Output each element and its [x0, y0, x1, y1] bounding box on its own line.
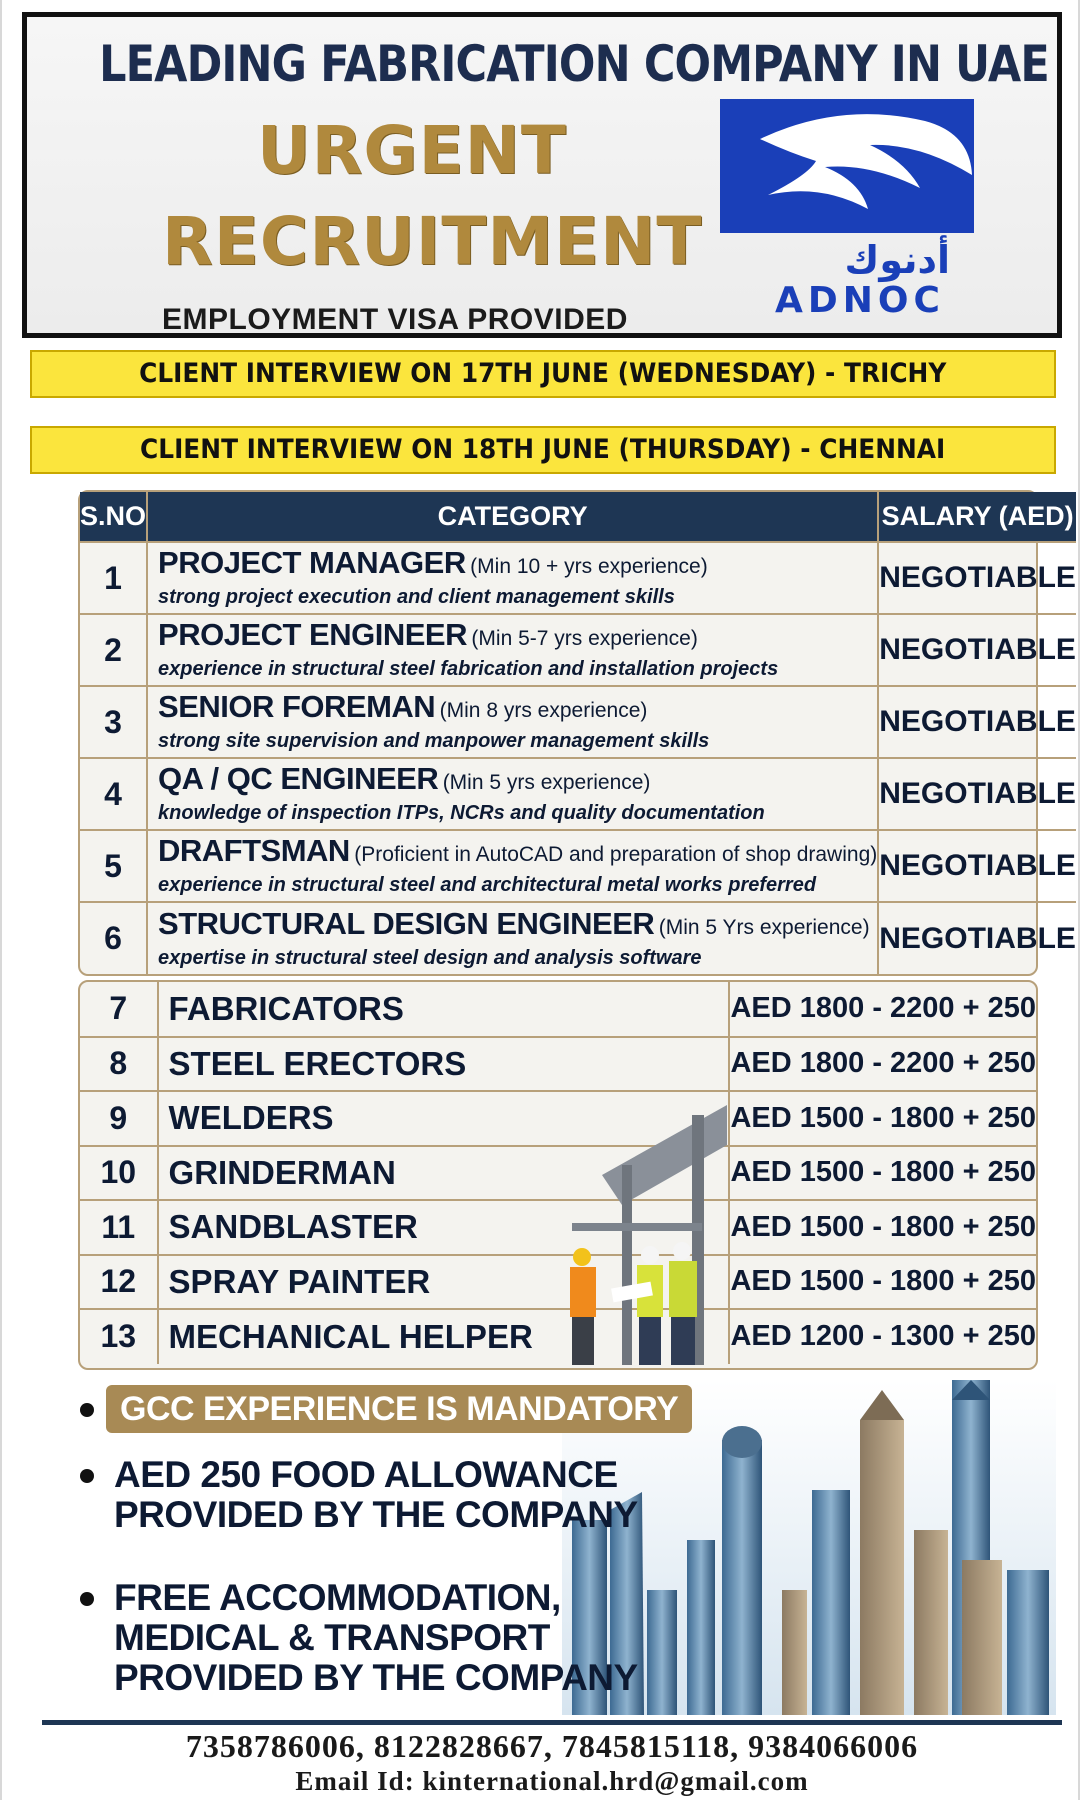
- salary-cell: NEGOTIABLE: [878, 614, 1076, 686]
- column-header-salary: SALARY (AED): [878, 492, 1076, 542]
- salary-cell: NEGOTIABLE: [878, 686, 1076, 758]
- table-row: [80, 1037, 1036, 1092]
- table-header-row: [80, 492, 1076, 542]
- column-header-sno: S.NO: [80, 492, 147, 542]
- position-title: PROJECT ENGINEER: [158, 617, 467, 652]
- trade-title: MECHANICAL HELPER: [158, 1309, 730, 1364]
- position-description: strong site supervision and manpower management skills: [158, 730, 710, 752]
- bullet-icon: [80, 1469, 94, 1483]
- experience-requirement: (Min 5 yrs experience): [442, 771, 651, 794]
- row-number: 8: [80, 1037, 158, 1092]
- trade-title: WELDERS: [158, 1091, 730, 1146]
- food-allowance-note: AED 250 FOOD ALLOWANCE PROVIDED BY THE COMPANY: [114, 1454, 638, 1535]
- position-description: knowledge of inspection ITPs, NCRs and quality documentation: [158, 802, 765, 824]
- worker-vest: [570, 1267, 596, 1317]
- table-row: [80, 614, 1076, 686]
- trade-title: FABRICATORS: [158, 982, 730, 1037]
- salary-cell: AED 1200 - 1300 + 250: [729, 1309, 1036, 1364]
- row-number: 10: [80, 1146, 158, 1201]
- row-number: 9: [80, 1091, 158, 1146]
- position-title: PROJECT MANAGER: [158, 545, 466, 580]
- experience-requirement: (Min 8 yrs experience): [439, 699, 648, 722]
- row-number: 12: [80, 1255, 158, 1310]
- interview-banner-trichy: CLIENT INTERVIEW ON 17TH JUNE (WEDNESDAY) - TRICHY: [30, 350, 1056, 398]
- position-cell: [147, 542, 878, 614]
- salary-cell: NEGOTIABLE: [878, 902, 1076, 974]
- position-description: strong project execution and client management skills: [158, 586, 675, 608]
- worker-helmet: [673, 1242, 691, 1260]
- accommodation-note: FREE ACCOMMODATION, MEDICAL & TRANSPORT PROVIDED BY THE COMPANY: [114, 1577, 638, 1698]
- contact-email: Email Id: kinternational.hrd@gmail.com: [295, 1766, 809, 1796]
- position-cell: [147, 758, 878, 830]
- worker-helmet: [573, 1248, 591, 1266]
- worker-helmet: [641, 1246, 659, 1264]
- steel-beam: [572, 1223, 702, 1231]
- trade-title: SPRAY PAINTER: [158, 1255, 730, 1310]
- contact-phones: 7358786006, 8122828667, 7845815118, 9384066006: [185, 1728, 919, 1764]
- row-number: 11: [80, 1200, 158, 1255]
- column-header-category: CATEGORY: [147, 492, 878, 542]
- trade-title: SANDBLASTER: [158, 1200, 730, 1255]
- urgent-title: URGENT: [257, 112, 567, 189]
- row-number: 13: [80, 1309, 158, 1364]
- recruitment-title: RECRUITMENT: [162, 203, 703, 280]
- headline: LEADING FABRICATION COMPANY IN UAE: [99, 35, 1049, 93]
- row-number: 5: [80, 830, 147, 902]
- steel-column: [622, 1165, 632, 1365]
- salary-cell: NEGOTIABLE: [878, 830, 1076, 902]
- experience-requirement: (Proficient in AutoCAD and preparation of shop drawing): [354, 843, 878, 866]
- experience-requirement: (Min 5 Yrs experience): [658, 915, 870, 939]
- row-number: 4: [80, 758, 147, 830]
- tower: [687, 1540, 715, 1715]
- salary-cell: AED 1800 - 2200 + 250: [729, 1037, 1036, 1092]
- table-row: [80, 830, 1076, 902]
- table-row: [80, 542, 1076, 614]
- table-row: [80, 902, 1076, 974]
- row-number: 7: [80, 982, 158, 1037]
- interview-banner-chennai: CLIENT INTERVIEW ON 18TH JUNE (THURSDAY) - CHENNAI: [30, 426, 1056, 474]
- row-number: 1: [80, 542, 147, 614]
- salary-cell: AED 1500 - 1800 + 250: [729, 1255, 1036, 1310]
- construction-workers-image: [542, 1105, 727, 1367]
- position-cell: [147, 830, 878, 902]
- salary-cell: NEGOTIABLE: [878, 758, 1076, 830]
- bullet-icon: [80, 1592, 94, 1606]
- salary-cell: AED 1500 - 1800 + 250: [729, 1146, 1036, 1201]
- row-number: 2: [80, 614, 147, 686]
- tower: [812, 1490, 850, 1715]
- experience-requirement: (Min 10 + yrs experience): [470, 555, 708, 578]
- salary-cell: AED 1500 - 1800 + 250: [729, 1200, 1036, 1255]
- position-title: STRUCTURAL DESIGN ENGINEER: [158, 905, 655, 941]
- adnoc-logo-text: ADNOC: [775, 280, 945, 321]
- row-number: 6: [80, 902, 147, 974]
- salary-cell: NEGOTIABLE: [878, 542, 1076, 614]
- row-number: 3: [80, 686, 147, 758]
- logo-arabic-text: أدنوك: [844, 238, 950, 282]
- table-row: [80, 686, 1076, 758]
- tower: [722, 1440, 762, 1715]
- trade-title: GRINDERMAN: [158, 1146, 730, 1201]
- position-title: QA / QC ENGINEER: [158, 761, 439, 796]
- experience-requirement: (Min 5-7 yrs experience): [471, 627, 698, 650]
- salary-cell: AED 1500 - 1800 + 250: [729, 1091, 1036, 1146]
- trade-title: STEEL ERECTORS: [158, 1037, 730, 1092]
- position-cell: [147, 614, 878, 686]
- table-row: [80, 982, 1036, 1037]
- positions-table: [78, 490, 1076, 976]
- position-title: DRAFTSMAN: [158, 833, 350, 868]
- bullet-icon: [80, 1403, 94, 1417]
- salary-cell: AED 1800 - 2200 + 250: [730, 992, 1036, 1025]
- table-row: [80, 758, 1076, 830]
- position-cell: [147, 902, 878, 974]
- footer-divider: [42, 1720, 1062, 1725]
- visa-note: EMPLOYMENT VISA PROVIDED: [162, 303, 628, 336]
- tower: [860, 1420, 904, 1715]
- gcc-requirement-badge: GCC EXPERIENCE IS MANDATORY: [106, 1385, 692, 1433]
- position-description: expertise in structural steel design and analysis software: [158, 946, 702, 969]
- position-description: experience in structural steel fabrication and installation projects: [158, 658, 779, 680]
- worker-vest: [669, 1261, 697, 1317]
- position-description: experience in structural steel and architectural metal works preferred: [158, 874, 817, 896]
- position-title: SENIOR FOREMAN: [158, 689, 436, 724]
- position-cell: [147, 686, 878, 758]
